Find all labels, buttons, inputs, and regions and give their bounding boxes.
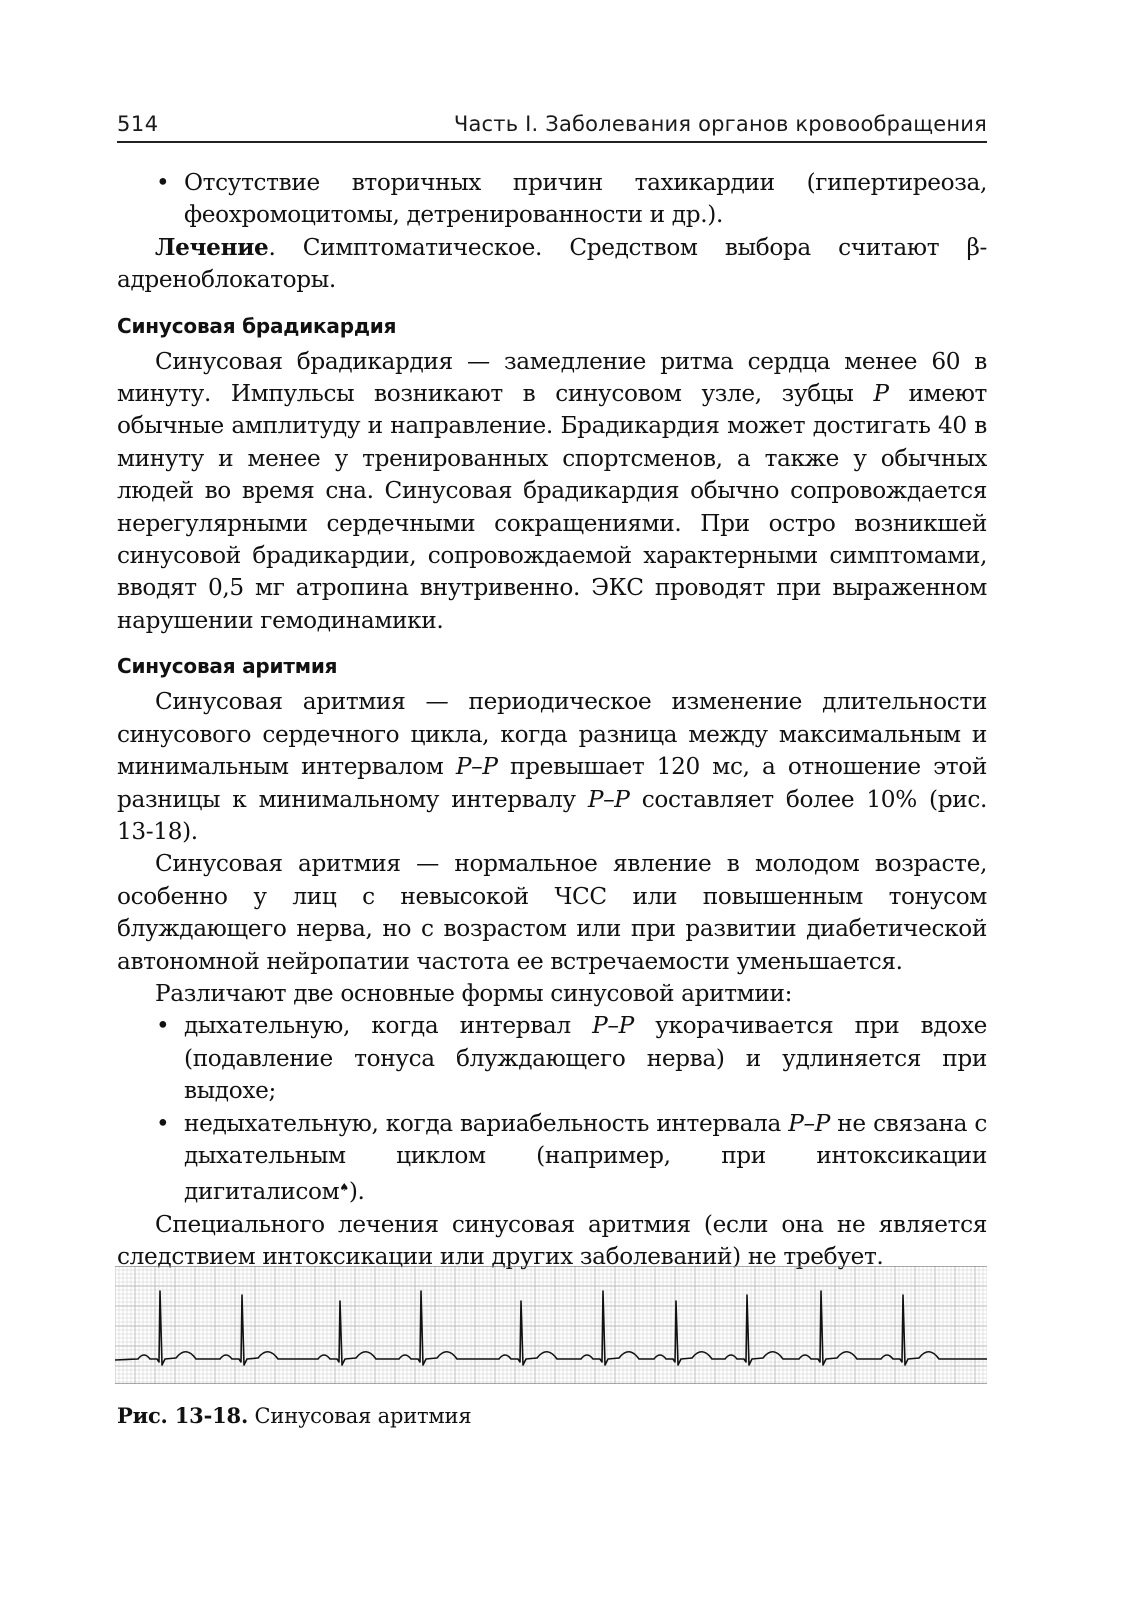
header-rule [117,141,987,143]
figure-caption-text: Синусовая аритмия [248,1404,472,1428]
figure-caption [117,1403,987,1428]
paragraph: Синусовая аритмия — периодическое изменение длительности синусового сердечного цикла, когда разница между максимальным и минимальным интервалом P–P превышает 120 мс, а отношение этой разницы к минимальному интервалу P–P составляет более 10% (рис. 13-18). [117,688,987,845]
section-heading-bradycardia: Синусовая брадикардия [117,313,397,338]
bullet-icon: • [156,1109,170,1137]
bullet-icon: • [156,1012,170,1040]
ecg-strip [115,1266,987,1384]
running-head [117,108,987,142]
paragraph: Синусовая аритмия — нормальное явление в молодом возрасте, особенно у лиц с невысокой ЧСС или повышенным тонусом блуждающего нерва, но с возрастом или при развитии диабетической автономной нейропатии частота ее встречаемости уменьшается. [117,850,987,975]
paragraph: Синусовая брадикардия — замедление ритма сердца менее 60 в минуту. Импульсы возникают в синусовом узле, зубцы P имеют обычные амплитуду и направление. Брадикардия может достигать 40 в минуту и менее у тренированных спортсменов, а также у обычных людей во время сна. Синусовая брадикардия обычно сопровождается нерегулярными сердечными сокращениями. При остро возникшей синусовой брадикардии, сопровождаемой характерными симптомами, вводят 0,5 мг атропина внутривенно. ЭКС проводят при выраженном нарушении гемодинамики. [117,347,988,634]
section-heading-arrhythmia: Синусовая аритмия [117,654,338,679]
ecg-figure [115,1266,987,1384]
paragraph: Различают две основные формы синусовой аритмии: [155,979,793,1007]
page-number: 514 [117,112,159,136]
treatment-label: Лечение [155,233,269,261]
treatment-paragraph: Лечение. Симптоматическое. Средством выбора считают β-адреноблокаторы. [117,233,987,294]
paragraph: Специального лечения синусовая аритмия (если она не является следствием интоксикации или других заболеваний) не требует. [117,1210,987,1271]
bullet-item: • дыхательную, когда интервал P–P укорачивается при вдохе (подавление тонуса блуждающего нерва) и удлиняется при выдохе; [156,1012,987,1105]
figure-label: Рис. 13-18. [117,1403,249,1428]
footnote-marker: ♠ [339,1181,349,1195]
bullet-icon: • [156,169,170,196]
body-text [117,167,987,1274]
bullet-item: • недыхательную, когда вариабельность интервала P–P не связана с дыхательным циклом (например, при интоксикации дигиталисом♠). [156,1109,987,1206]
running-head-title: Часть I. Заболевания органов кровообращения [453,112,987,136]
bullet-item: • Отсутствие вторичных причин тахикардии (гипертиреоза, феохромоцитомы, детренированности и др.). [156,169,987,229]
